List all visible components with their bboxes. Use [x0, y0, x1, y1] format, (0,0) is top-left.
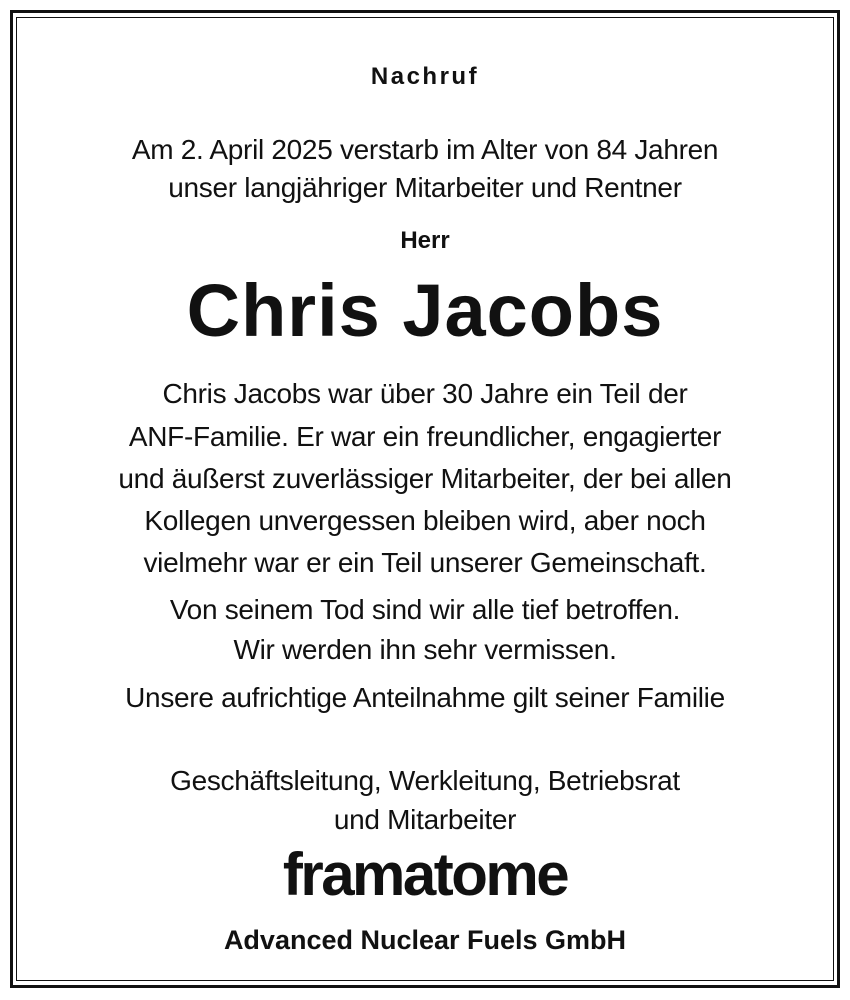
signatories-line-1: Geschäftsleitung, Werkleitung, Betriebsrat	[170, 765, 680, 796]
tribute-line-5: vielmehr war er ein Teil unserer Gemeinschaft.	[143, 547, 707, 578]
condolence-line: Unsere aufrichtige Anteilnahme gilt seiner Familie	[125, 682, 725, 713]
notice-heading: Nachruf	[370, 63, 480, 90]
signatories-line-2: und Mitarbeiter	[333, 804, 517, 835]
grief-line-2: Wir werden ihn sehr vermissen.	[233, 634, 617, 665]
framatome-logo: framatome	[282, 841, 568, 908]
tribute-line-1: Chris Jacobs war über 30 Jahre ein Teil der	[162, 378, 688, 409]
tribute-line-4: Kollegen unvergessen bleiben wird, aber noch	[144, 505, 706, 536]
intro-line-2: unser langjähriger Mitarbeiter und Rentner	[168, 172, 682, 203]
tribute-line-3: und äußerst zuverlässiger Mitarbeiter, der bei allen	[118, 463, 732, 494]
tribute-line-2: ANF-Familie. Er war ein freundlicher, engagierter	[128, 421, 722, 452]
intro-line-1: Am 2. April 2025 verstarb im Alter von 84 Jahren	[131, 134, 719, 165]
salutation: Herr	[400, 227, 450, 254]
deceased-name: Chris Jacobs	[186, 269, 664, 352]
grief-line-1: Von seinem Tod sind wir alle tief betroffen.	[169, 594, 681, 625]
company-name: Advanced Nuclear Fuels GmbH	[223, 925, 627, 955]
